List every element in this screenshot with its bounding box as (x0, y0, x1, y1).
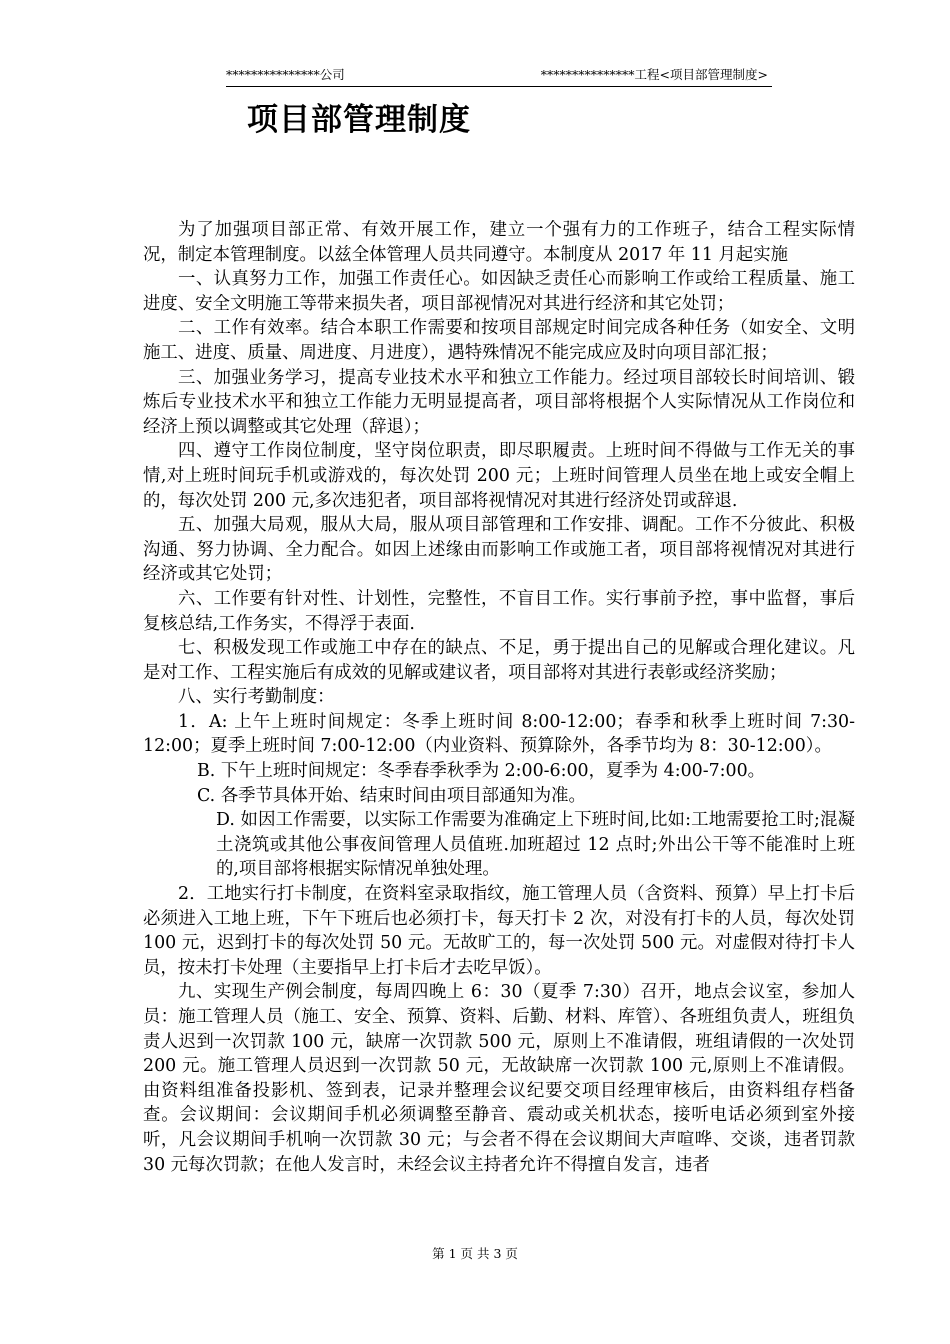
page-header (226, 66, 772, 87)
paragraph-8-2: 2．工地实行打卡制度，在资料室录取指纹，施工管理人员（含资料、预算）早上打卡后必须进入工地上班，下午下班后也必须打卡，每天打卡 2 次，对没有打卡的人员，每次处罚 100 元，迟到打卡的每次处罚 50 元。无故旷工的，每一次处罚 500 元。对虚假对待打卡人员，按未打卡处理（主要指早上打卡后才去吃早饭）。 (143, 884, 855, 978)
header-company: ***************公司 (226, 67, 345, 82)
paragraph-8-1d: D. 如因工作需要，以实际工作需要为准确定上下班时间,比如:工地需要抢工时;混凝土浇筑或其他公事夜间管理人员值班.加班超过 12 点时;外出公干等不能准时上班的,项目部将根据实际情况单独处理。 (216, 810, 855, 880)
paragraph-rule-8: 八、实行考勤制度： (178, 687, 335, 708)
paragraph-8-1b: B. 下午上班时间规定：冬季春季秋季为 2:00-6:00，夏季为 4:00-7:00。 (197, 761, 766, 782)
document-body (143, 218, 855, 1177)
paragraph-rule-2: 二、工作有效率。结合本职工作需要和按项目部规定时间完成各种任务（如安全、文明施工、进度、质量、周进度、月进度），遇特殊情况不能完成应及时向项目部汇报； (143, 318, 855, 363)
header-project: ***************工程<项目部管理制度> (540, 67, 768, 82)
paragraph-intro: 为了加强项目部正常、有效开展工作，建立一个强有力的工作班子，结合工程实际情况，制定本管理制度。以兹全体管理人员共同遵守。本制度从 2017 年 11 月起实施 (143, 220, 855, 265)
paragraph-rule-3: 三、加强业务学习，提高专业技术水平和独立工作能力。经过项目部较长时间培训、锻炼后专业技术水平和独立工作能力无明显提高者，项目部将根据个人实际情况从工作岗位和经济上预以调整或其它处理（辞退）； (143, 367, 855, 437)
paragraph-rule-5: 五、加强大局观，服从大局，服从项目部管理和工作安排、调配。工作不分彼此、积极沟通、努力协调、全力配合。如因上述缘由而影响工作或施工者，项目部将视情况对其进行经济或其它处罚； (143, 515, 855, 585)
paragraph-rule-9: 九、实现生产例会制度，每周四晚上 6：30（夏季 7:30）召开，地点会议室，参加人员：施工管理人员（施工、安全、预算、资料、后勤、材料、库管）、各班组负责人，班组负责人迟到一次罚款 100 元，缺席一次罚款 500 元，原则上不准请假，班组请假的一次处罚 200 元。施工管理人员迟到一次罚款 50 元，无故缺席一次罚款 100 元,原则上不准请假。由资料组准备投影机、签到表，记录并整理会议纪要交项目经理审核后，由资料组存档备查。会议期间：会议期间手机必须调整至静音、震动或关机状态，接听电话必须到室外接听，凡会议期间手机响一次罚款 30 元；与会者不得在会议期间大声喧哗、交谈，违者罚款 30 元每次罚款；在他人发言时，未经会议主持者允许不得擅自发言，违者 (143, 982, 855, 1175)
paragraph-rule-7: 七、积极发现工作或施工中存在的缺点、不足，勇于提出自己的见解或合理化建议。凡是对工作、工程实施后有成效的见解或建议者，项目部将对其进行表彰或经济奖励； (143, 638, 855, 683)
paragraph-8-1c: C. 各季节具体开始、结束时间由项目部通知为准。 (197, 785, 586, 806)
paragraph-rule-1: 一、认真努力工作，加强工作责任心。如因缺乏责任心而影响工作或给工程质量、施工进度、安全文明施工等带来损失者，项目部视情况对其进行经济和其它处罚； (143, 269, 855, 314)
paragraph-8-1a: 1．A: 上午上班时间规定：冬季上班时间 8:00-12:00；春季和秋季上班时间 7:30-12:00；夏季上班时间 7:00-12:00（内业资料、预算除外，各季节均为 8：30-12:00）。 (143, 711, 855, 757)
paragraph-rule-6: 六、工作要有针对性、计划性，完整性，不盲目工作。实行事前予控，事中监督，事后复核总结,工作务实，不得浮于表面. (143, 588, 855, 634)
page-footer: 第 1 页 共 3 页 (432, 1246, 518, 1261)
document-title: 项目部管理制度 (247, 102, 471, 138)
paragraph-rule-4: 四、遵守工作岗位制度，坚守岗位职责，即尽职履责。上班时间不得做与工作无关的事情,对上班时间玩手机或游戏的，每次处罚 200 元；上班时间管理人员坐在地上或安全帽上的，每次处罚 200 元,多次违犯者，项目部将视情况对其进行经济处罚或辞退. (143, 441, 855, 511)
